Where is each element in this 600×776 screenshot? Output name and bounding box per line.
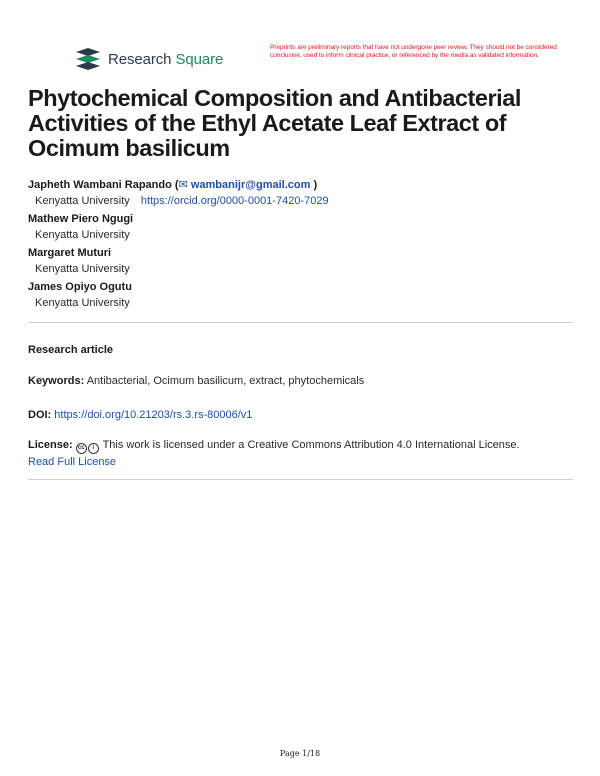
author-email-link[interactable]: wambanijr@gmail.com	[190, 179, 311, 191]
author-list	[28, 178, 573, 312]
email-icon: ✉	[178, 179, 188, 191]
author-name: Mathew Piero Ngugi	[28, 213, 134, 225]
orcid-link[interactable]: https://orcid.org/0000-0001-7420-7029	[140, 195, 329, 207]
author-affiliation: Kenyatta University	[35, 297, 130, 309]
preprint-disclaimer: Preprints are preliminary reports that have not undergone peer review. They should not be considered conclusive, used to inform clinical practice, or referenced by the media as validated information.	[270, 44, 557, 60]
divider	[28, 322, 573, 323]
doi-row	[28, 407, 573, 424]
read-full-license-link[interactable]: Read Full License	[28, 456, 117, 468]
doi-label: DOI:	[28, 409, 52, 421]
keywords-row	[28, 373, 573, 390]
author-affiliation: Kenyatta University https://orcid.org/0000-0001-7420-7029	[35, 195, 329, 207]
author-name: Japheth Wambani Rapando (✉ wambanijr@gmail.com )	[28, 179, 318, 191]
page-header	[74, 44, 557, 78]
research-square-logo[interactable]	[74, 48, 223, 70]
attribution-icon: i	[88, 443, 99, 454]
document-body	[28, 86, 573, 480]
keywords-label: Keywords:	[28, 375, 85, 387]
keywords-value: Antibacterial, Ocimum basilicum, extract, phytochemicals	[86, 375, 365, 387]
license-row	[28, 437, 573, 471]
paper-title: Phytochemical Composition and Antibacterial Activities of the Ethyl Acetate Leaf Extract of Ocimum basilicum	[28, 85, 521, 161]
article-type: Research article	[28, 344, 113, 356]
page-number: Page 1/18	[279, 749, 321, 758]
creative-commons-icon: cc	[76, 443, 87, 454]
author-affiliation: Kenyatta University	[35, 229, 130, 241]
author-affiliation: Kenyatta University	[35, 263, 130, 275]
author-name: Margaret Muturi	[28, 247, 112, 259]
doi-link[interactable]: https://doi.org/10.21203/rs.3.rs-80006/v1	[54, 409, 253, 421]
author-name: James Opiyo Ogutu	[28, 281, 132, 293]
divider	[28, 479, 573, 480]
logo-text: Research Square	[108, 50, 224, 68]
license-text: This work is licensed under a Creative Commons Attribution 4.0 International License.	[102, 439, 520, 451]
research-square-logo-icon	[74, 48, 102, 70]
license-label: License:	[28, 439, 73, 451]
